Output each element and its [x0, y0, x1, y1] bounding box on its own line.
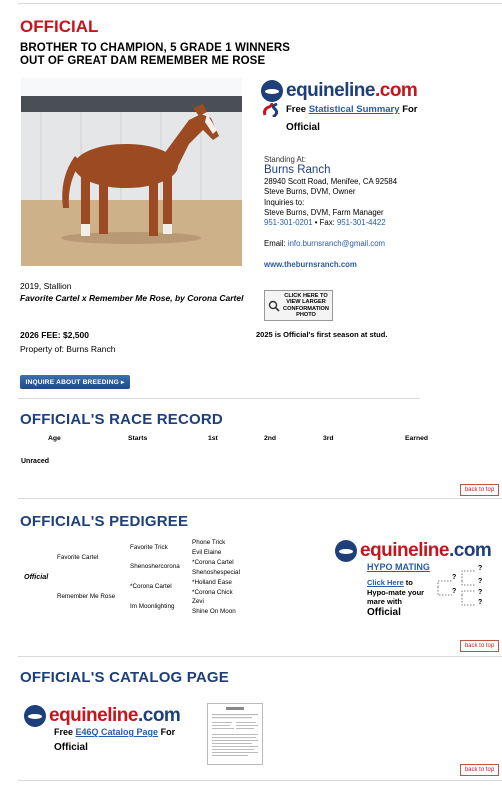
equineline-logo-catalog[interactable] [24, 705, 180, 727]
farm-owner: Steve Burns, DVM, Owner [264, 187, 356, 196]
magnifier-icon [268, 300, 280, 312]
stats-horse-name: Official [286, 122, 320, 133]
pedigree-gen4-1: Phone Trick [192, 539, 226, 546]
top-divider [18, 3, 502, 4]
back-to-top-link-3[interactable]: back to top [460, 764, 499, 776]
hypo-bracket-icon [424, 565, 494, 610]
pedigree-sire: Favorite Cartel [57, 554, 99, 561]
horse-name-title: OFFICIAL [20, 17, 99, 36]
back-to-top-link-1[interactable]: back to top [460, 484, 499, 496]
pedigree-gen3-4: Im Moonlighting [130, 603, 175, 610]
col-second: 2nd [264, 435, 277, 442]
hypo-q-6: ? [478, 599, 483, 606]
pedigree-gen4-5: *Holland Ease [192, 579, 232, 586]
view-conformation-photo-button[interactable] [264, 290, 333, 321]
logo-suffix: .com [374, 80, 418, 101]
pedigree-gen3-2: Shenoshercorona [130, 563, 180, 570]
fax-label: • Fax: [312, 218, 337, 227]
equineline-logo-hypo[interactable] [335, 540, 491, 562]
logo-word: equineline [49, 705, 138, 726]
first-season-note: 2025 is Official's first season at stud. [256, 330, 388, 339]
catalog-horse-name: Official [54, 742, 88, 753]
catalog-for-text: For [160, 727, 176, 737]
col-age: Age [48, 435, 61, 442]
logo-suffix: .com [448, 540, 492, 561]
back-to-top-link-2[interactable]: back to top [460, 640, 499, 652]
col-starts: Starts [128, 435, 148, 442]
property-of: Property of: Burns Ranch [20, 344, 116, 354]
pedigree-gen4-8: Shine On Moon [192, 608, 236, 615]
hypo-q-2: ? [452, 588, 457, 595]
inquire-about-breeding-button[interactable]: INQUIRE ABOUT BREEDING ▸ [20, 375, 130, 389]
logo-suffix: .com [137, 705, 181, 726]
pedigree-gen3-1: Favorite Trick [130, 544, 168, 551]
pedigree-title: OFFICIAL'S PEDIGREE [20, 513, 189, 530]
conformation-photo[interactable] [21, 78, 242, 266]
stats-free-text: Free [286, 104, 307, 115]
hypo-text-1: to [405, 578, 413, 587]
hypo-click-here-link[interactable]: Click Here [367, 578, 404, 587]
pedigree-gen4-6: *Corona Chick [192, 589, 233, 596]
fax-number[interactable]: 951-301-4422 [336, 218, 386, 227]
pedigree-gen4-3: *Corona Cartel [192, 559, 234, 566]
farm-manager: Steve Burns, DVM, Farm Manager [264, 208, 384, 217]
catalog-free-text: Free [54, 727, 74, 737]
inquiries-label: Inquiries to: [264, 198, 305, 207]
hypo-q-1: ? [452, 574, 457, 581]
email-link[interactable]: info.burnsranch@gmail.com [287, 239, 386, 248]
catalog-thumbnail-lines [208, 704, 262, 764]
headline-line-1: BROTHER TO CHAMPION, 5 GRADE 1 WINNERS [20, 42, 291, 54]
hypo-q-3: ? [478, 565, 483, 572]
pedigree-dam: Remember Me Rose [57, 593, 116, 600]
divider-race [18, 398, 420, 399]
catalog-page-link[interactable]: E46Q Catalog Page [75, 727, 159, 737]
headline-line-2: OUT OF GREAT DAM REMEMBER ME ROSE [20, 55, 266, 67]
equineline-logo[interactable] [261, 80, 417, 102]
hypo-q-4: ? [478, 578, 483, 585]
phone-number[interactable]: 951-301-0201 [264, 218, 313, 227]
website-link[interactable]: www.theburnsranch.com [264, 260, 357, 269]
pedigree-gen4-7: Zevi [192, 598, 204, 605]
catalog-title: OFFICIAL'S CATALOG PAGE [20, 669, 229, 686]
horse-photo-illustration [21, 78, 242, 266]
farm-address: 28940 Scott Road, Menifee, CA 92584 [264, 177, 398, 186]
stats-for-text: For [402, 104, 418, 115]
equineline-mark-icon [261, 80, 283, 102]
divider-catalog [18, 656, 502, 657]
hypo-q-5: ? [478, 589, 483, 596]
col-earned: Earned [405, 435, 429, 442]
pedigree-gen4-4: Shenoshespecial [192, 569, 240, 576]
logo-word: equineline [360, 540, 449, 561]
hypo-horse-name: Official [367, 607, 401, 618]
race-record-title: OFFICIAL'S RACE RECORD [20, 411, 223, 428]
year-sex: 2019, Stallion [20, 281, 72, 291]
pedigree-subject: Official [24, 572, 49, 581]
equineline-mark-icon [335, 540, 357, 562]
pedigree-gen4-2: Evil Elaine [192, 549, 222, 556]
race-status: Unraced [21, 458, 50, 465]
email-label: Email: [264, 239, 288, 248]
statistical-summary-icon [263, 103, 281, 117]
photo-button-label: CLICK HERE TO VIEW LARGER CONFORMATION PHOTO [283, 292, 329, 318]
farm-name: Burns Ranch [264, 164, 331, 176]
statistical-summary-link[interactable]: Statistical Summary [308, 104, 400, 115]
col-first: 1st [208, 435, 218, 442]
logo-word: equineline [286, 80, 375, 101]
stud-fee: 2026 FEE: $2,500 [20, 330, 89, 340]
equineline-mark-icon [24, 705, 46, 727]
catalog-page-thumbnail[interactable] [207, 703, 263, 765]
pedigree-line: Favorite Cartel x Remember Me Rose, by Corona Cartel [20, 293, 244, 303]
hypo-text-2: Hypo-mate your [367, 587, 425, 597]
pedigree-gen3-3: *Corona Cartel [130, 583, 172, 590]
divider-pedigree [18, 498, 502, 499]
divider-bottom [18, 780, 502, 781]
hypo-text-3: mare with [367, 597, 403, 606]
col-third: 3rd [323, 435, 334, 442]
hypo-mating-title[interactable]: HYPO MATING [367, 562, 430, 572]
standing-at-label: Standing At: [264, 155, 307, 164]
